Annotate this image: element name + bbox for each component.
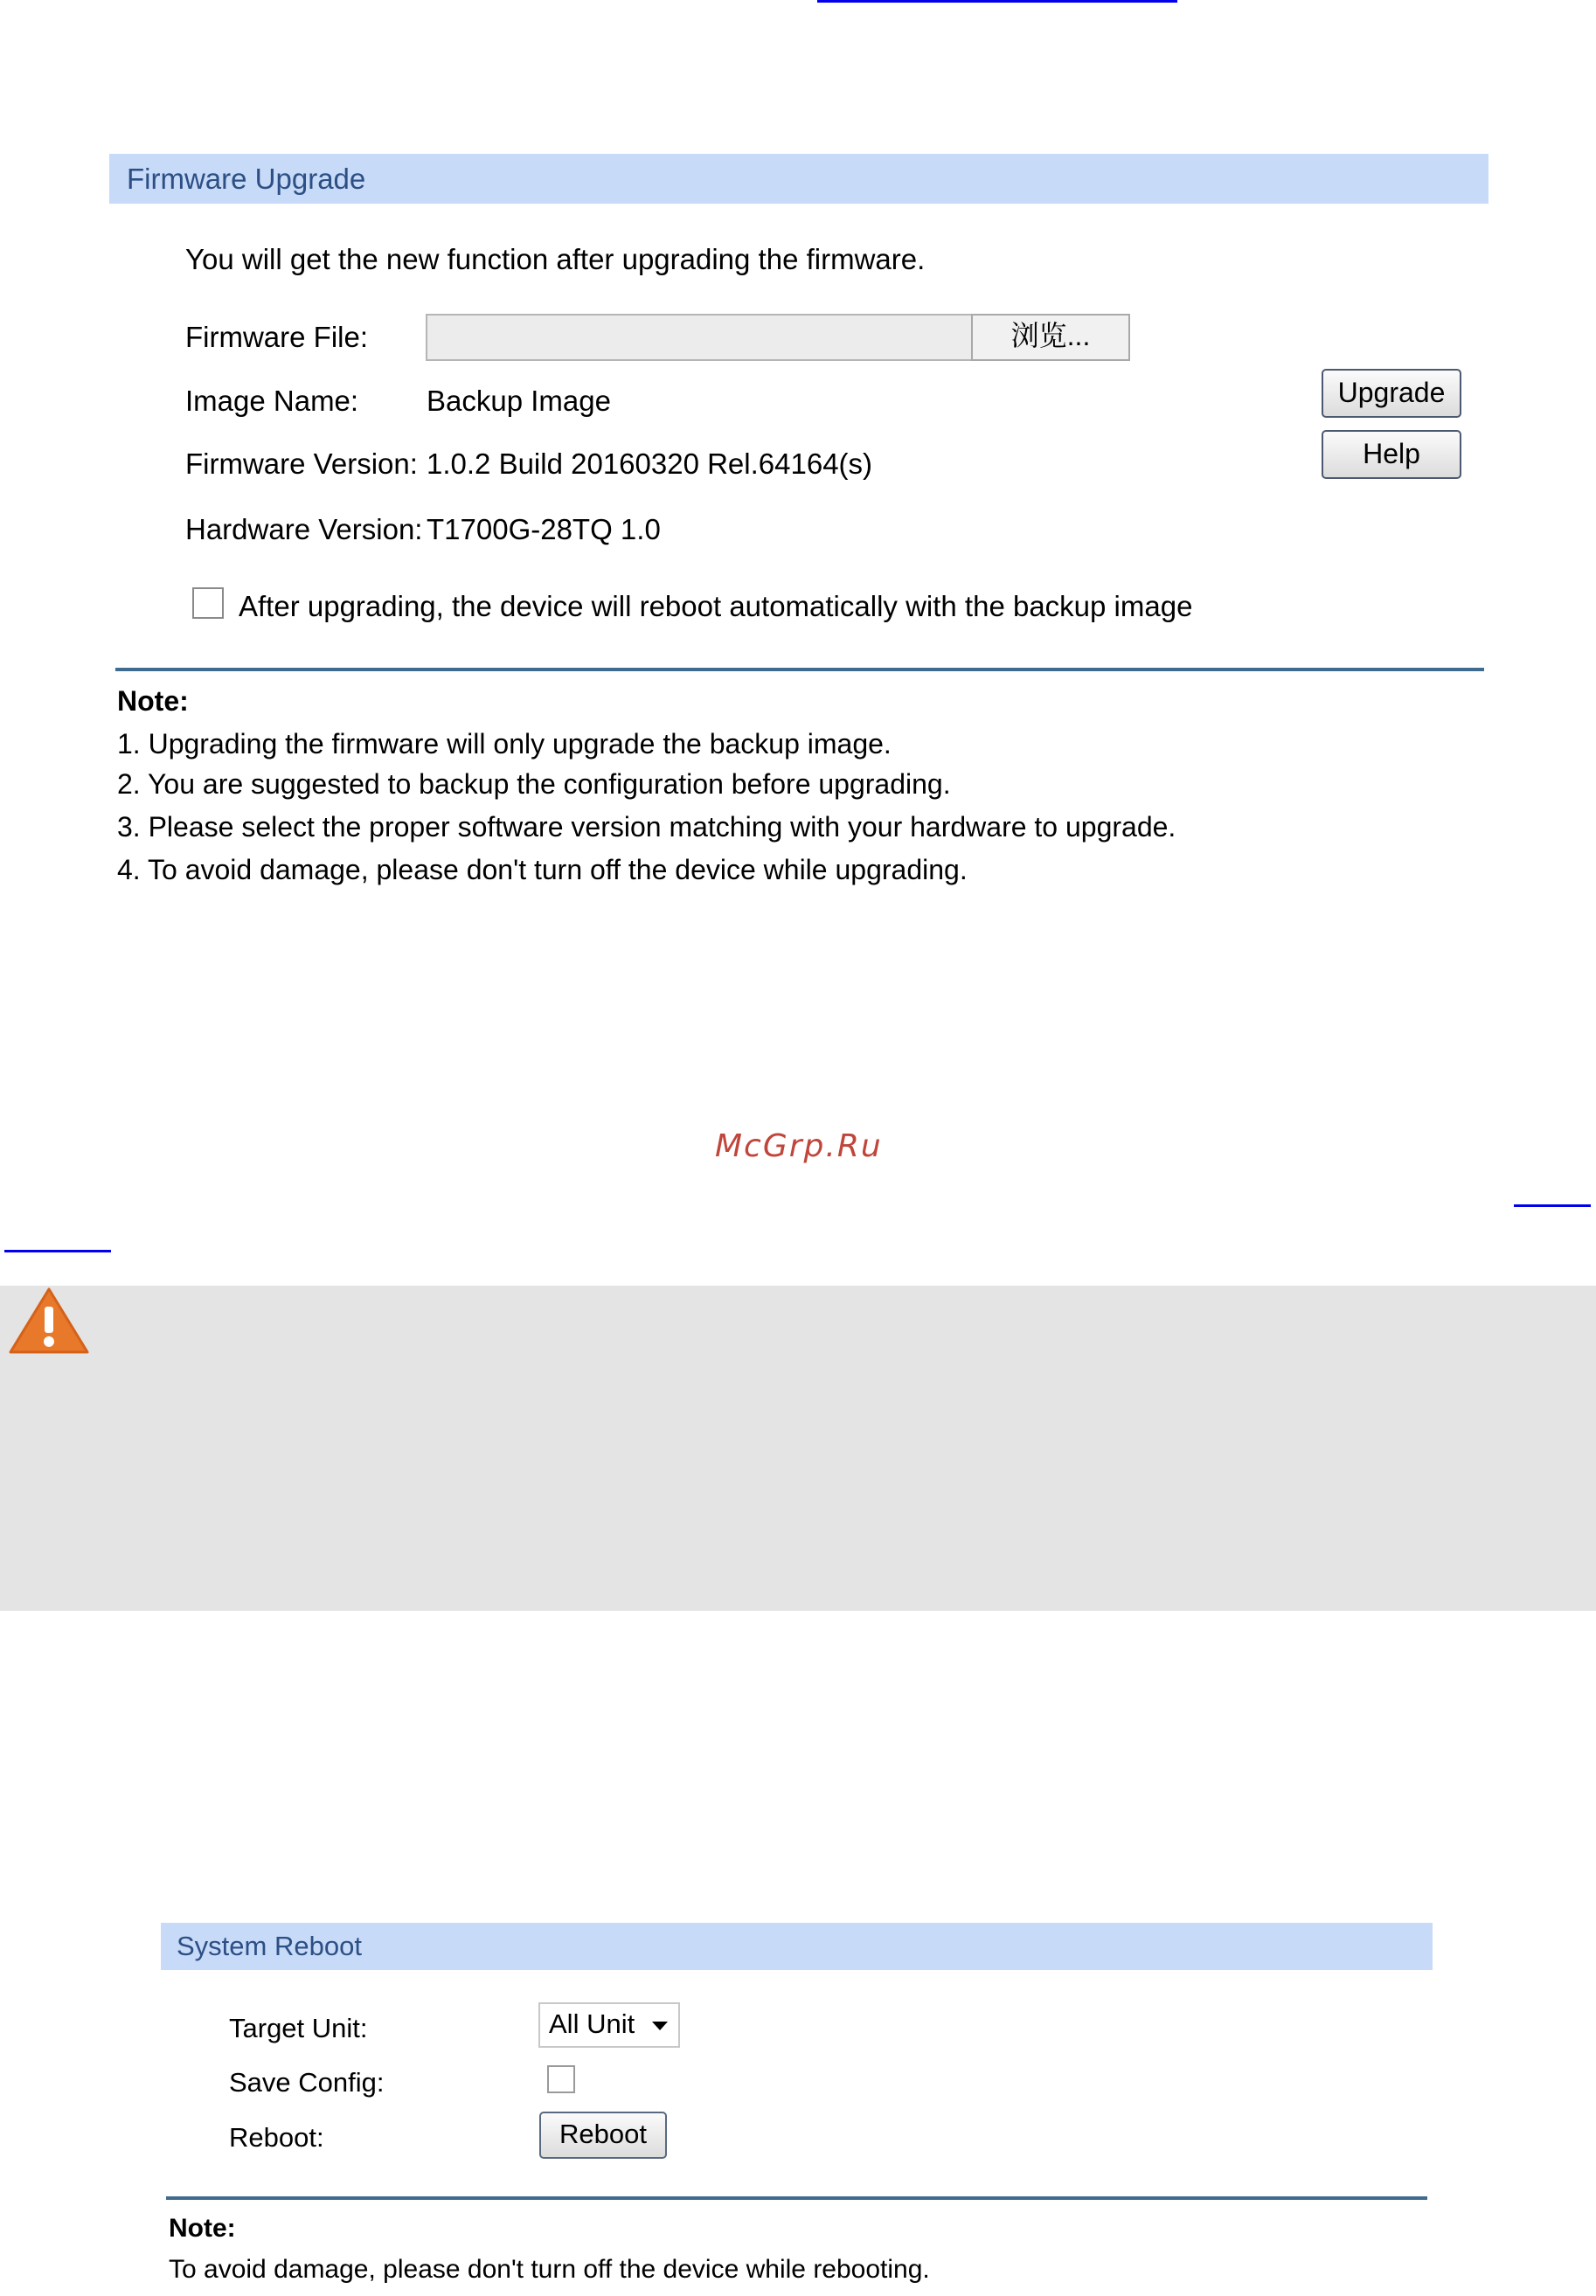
firmware-intro-text: You will get the new function after upgrading the firmware. (185, 243, 926, 275)
reboot-panel-header: System Reboot (161, 1923, 1433, 1970)
save-config-label: Save Config: (229, 2067, 385, 2098)
firmware-note-title: Note: (117, 685, 189, 717)
firmware-version-label: Firmware Version: (185, 447, 418, 480)
save-config-checkbox[interactable] (547, 2065, 575, 2093)
firmware-panel-header: Firmware Upgrade (109, 154, 1488, 204)
firmware-note-divider (115, 668, 1484, 671)
left-link-underline[interactable] (4, 1250, 111, 1252)
target-unit-select[interactable] (538, 2002, 680, 2048)
warning-triangle-icon (9, 1286, 89, 1356)
reboot-after-upgrade-checkbox[interactable] (192, 587, 224, 619)
firmware-note-line-3: 3. Please select the proper software version matching with your hardware to upgrade. (117, 811, 1176, 843)
image-name-value: Backup Image (427, 385, 611, 417)
firmware-note-line-2: 2. You are suggested to backup the configuration before upgrading. (117, 768, 951, 800)
firmware-file-label: Firmware File: (185, 321, 369, 353)
reboot-button[interactable]: Reboot (539, 2112, 667, 2159)
firmware-note-line-4: 4. To avoid damage, please don't turn off the device while upgrading. (117, 854, 968, 885)
firmware-version-value: 1.0.2 Build 20160320 Rel.64164(s) (427, 447, 873, 480)
hardware-version-label: Hardware Version: (185, 513, 423, 545)
target-unit-value: All Unit (549, 2008, 635, 2039)
warning-box (0, 1286, 1596, 1611)
reboot-note-divider (166, 2196, 1427, 2200)
top-link-underline[interactable] (817, 0, 1177, 3)
watermark-text: McGrp.Ru (715, 1128, 883, 1164)
reboot-after-upgrade-label: After upgrading, the device will reboot automatically with the backup image (239, 590, 1193, 622)
reboot-note-title: Note: (169, 2214, 236, 2243)
target-unit-label: Target Unit: (229, 2013, 368, 2043)
upgrade-button[interactable]: Upgrade (1322, 369, 1461, 418)
reboot-label: Reboot: (229, 2122, 324, 2153)
help-button[interactable]: Help (1322, 430, 1461, 479)
browse-button[interactable]: 浏览... (971, 314, 1130, 361)
chevron-down-icon (652, 2022, 668, 2030)
firmware-note-line-1: 1. Upgrading the firmware will only upgrade the backup image. (117, 728, 892, 760)
firmware-file-input[interactable] (426, 314, 973, 361)
hardware-version-value: T1700G-28TQ 1.0 (427, 513, 661, 545)
image-name-label: Image Name: (185, 385, 359, 417)
reboot-note-text: To avoid damage, please don't turn off the device while rebooting. (169, 2255, 930, 2284)
right-link-underline[interactable] (1514, 1204, 1591, 1207)
